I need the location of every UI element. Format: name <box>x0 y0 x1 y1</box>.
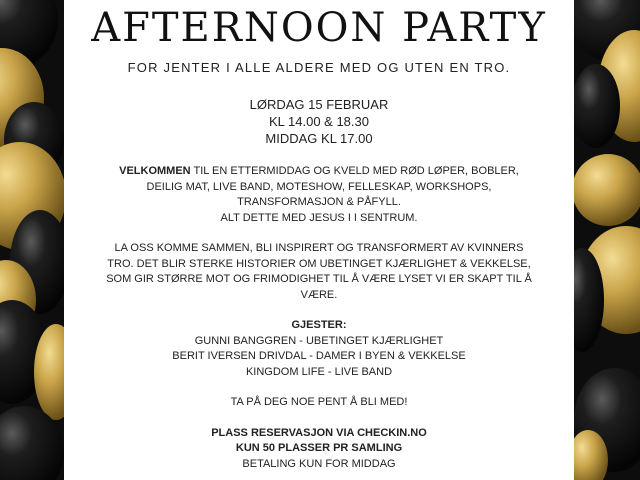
invite-line-2: TRO. DET BLIR STERKE HISTORIER OM UBETINGET KJÆRLIGHET & VEKKELSE, <box>107 257 531 270</box>
guest-3: KINGDOM LIFE - LIVE BAND <box>245 365 393 378</box>
booking-info <box>94 426 544 473</box>
invite-paragraph <box>94 241 544 303</box>
right-balloon-decoration <box>574 0 640 480</box>
reservation-text: PLASS RESERVASJON VIA CHECKIN.NO <box>211 426 427 439</box>
left-balloon-decoration <box>0 0 64 480</box>
welcome-line-3: TRANSFORMASJON & PÅFYLL. <box>237 196 401 208</box>
dress-code-text: TA PÅ DEG NOE PENT Å BLI MED! <box>230 396 408 408</box>
welcome-line-2: DEILIG MAT, LIVE BAND, MOTESHOW, FELLESKAP, WORKSHOPS, <box>146 180 492 193</box>
guest-2: BERIT IVERSEN DRIVDAL - DAMER I BYEN & VEKKELSE <box>172 350 466 362</box>
guests-heading: GJESTER: <box>291 319 347 331</box>
balloons-right-image <box>574 0 640 480</box>
welcome-paragraph <box>94 164 544 226</box>
guests-section <box>94 318 544 380</box>
welcome-line-1: TIL EN ETTERMIDDAG OG KVELD MED RØD LØPER, BOBLER, <box>190 165 519 177</box>
welcome-line-4: ALT DETTE MED JESUS I I SENTRUM. <box>220 211 418 224</box>
seats-text: KUN 50 PLASSER PR SAMLING <box>235 442 403 454</box>
event-times: KL 14.00 & 18.30 <box>269 114 369 129</box>
invite-line-3: SOM GIR STØRRE MOT OG FRIMODIGHET TIL Å VÆRE LYSET VI ER SKAPT TIL Å <box>106 273 532 285</box>
poster-title: AFTERNOON PARTY <box>91 5 547 51</box>
poster-subtitle: FOR JENTER I ALLE ALDERE MED OG UTEN EN TRO. <box>127 60 511 75</box>
guest-1: GUNNI BANGGREN - UBETINGET KJÆRLIGHET <box>194 334 444 347</box>
welcome-bold: VELKOMMEN <box>119 165 191 177</box>
event-schedule <box>64 96 574 147</box>
poster-panel <box>64 0 574 480</box>
poster-body <box>94 164 544 480</box>
event-date: LØRDAG 15 FEBRUAR <box>249 97 389 112</box>
invite-line-4: VÆRE. <box>300 288 338 301</box>
payment-text: BETALING KUN FOR MIDDAG <box>242 457 396 470</box>
dress-code <box>94 395 544 411</box>
invite-line-1: LA OSS KOMME SAMMEN, BLI INSPIRERT OG TRANSFORMERT AV KVINNERS <box>114 242 524 254</box>
event-dinner-time: MIDDAG KL 17.00 <box>265 131 373 146</box>
balloons-left-image <box>0 0 64 480</box>
